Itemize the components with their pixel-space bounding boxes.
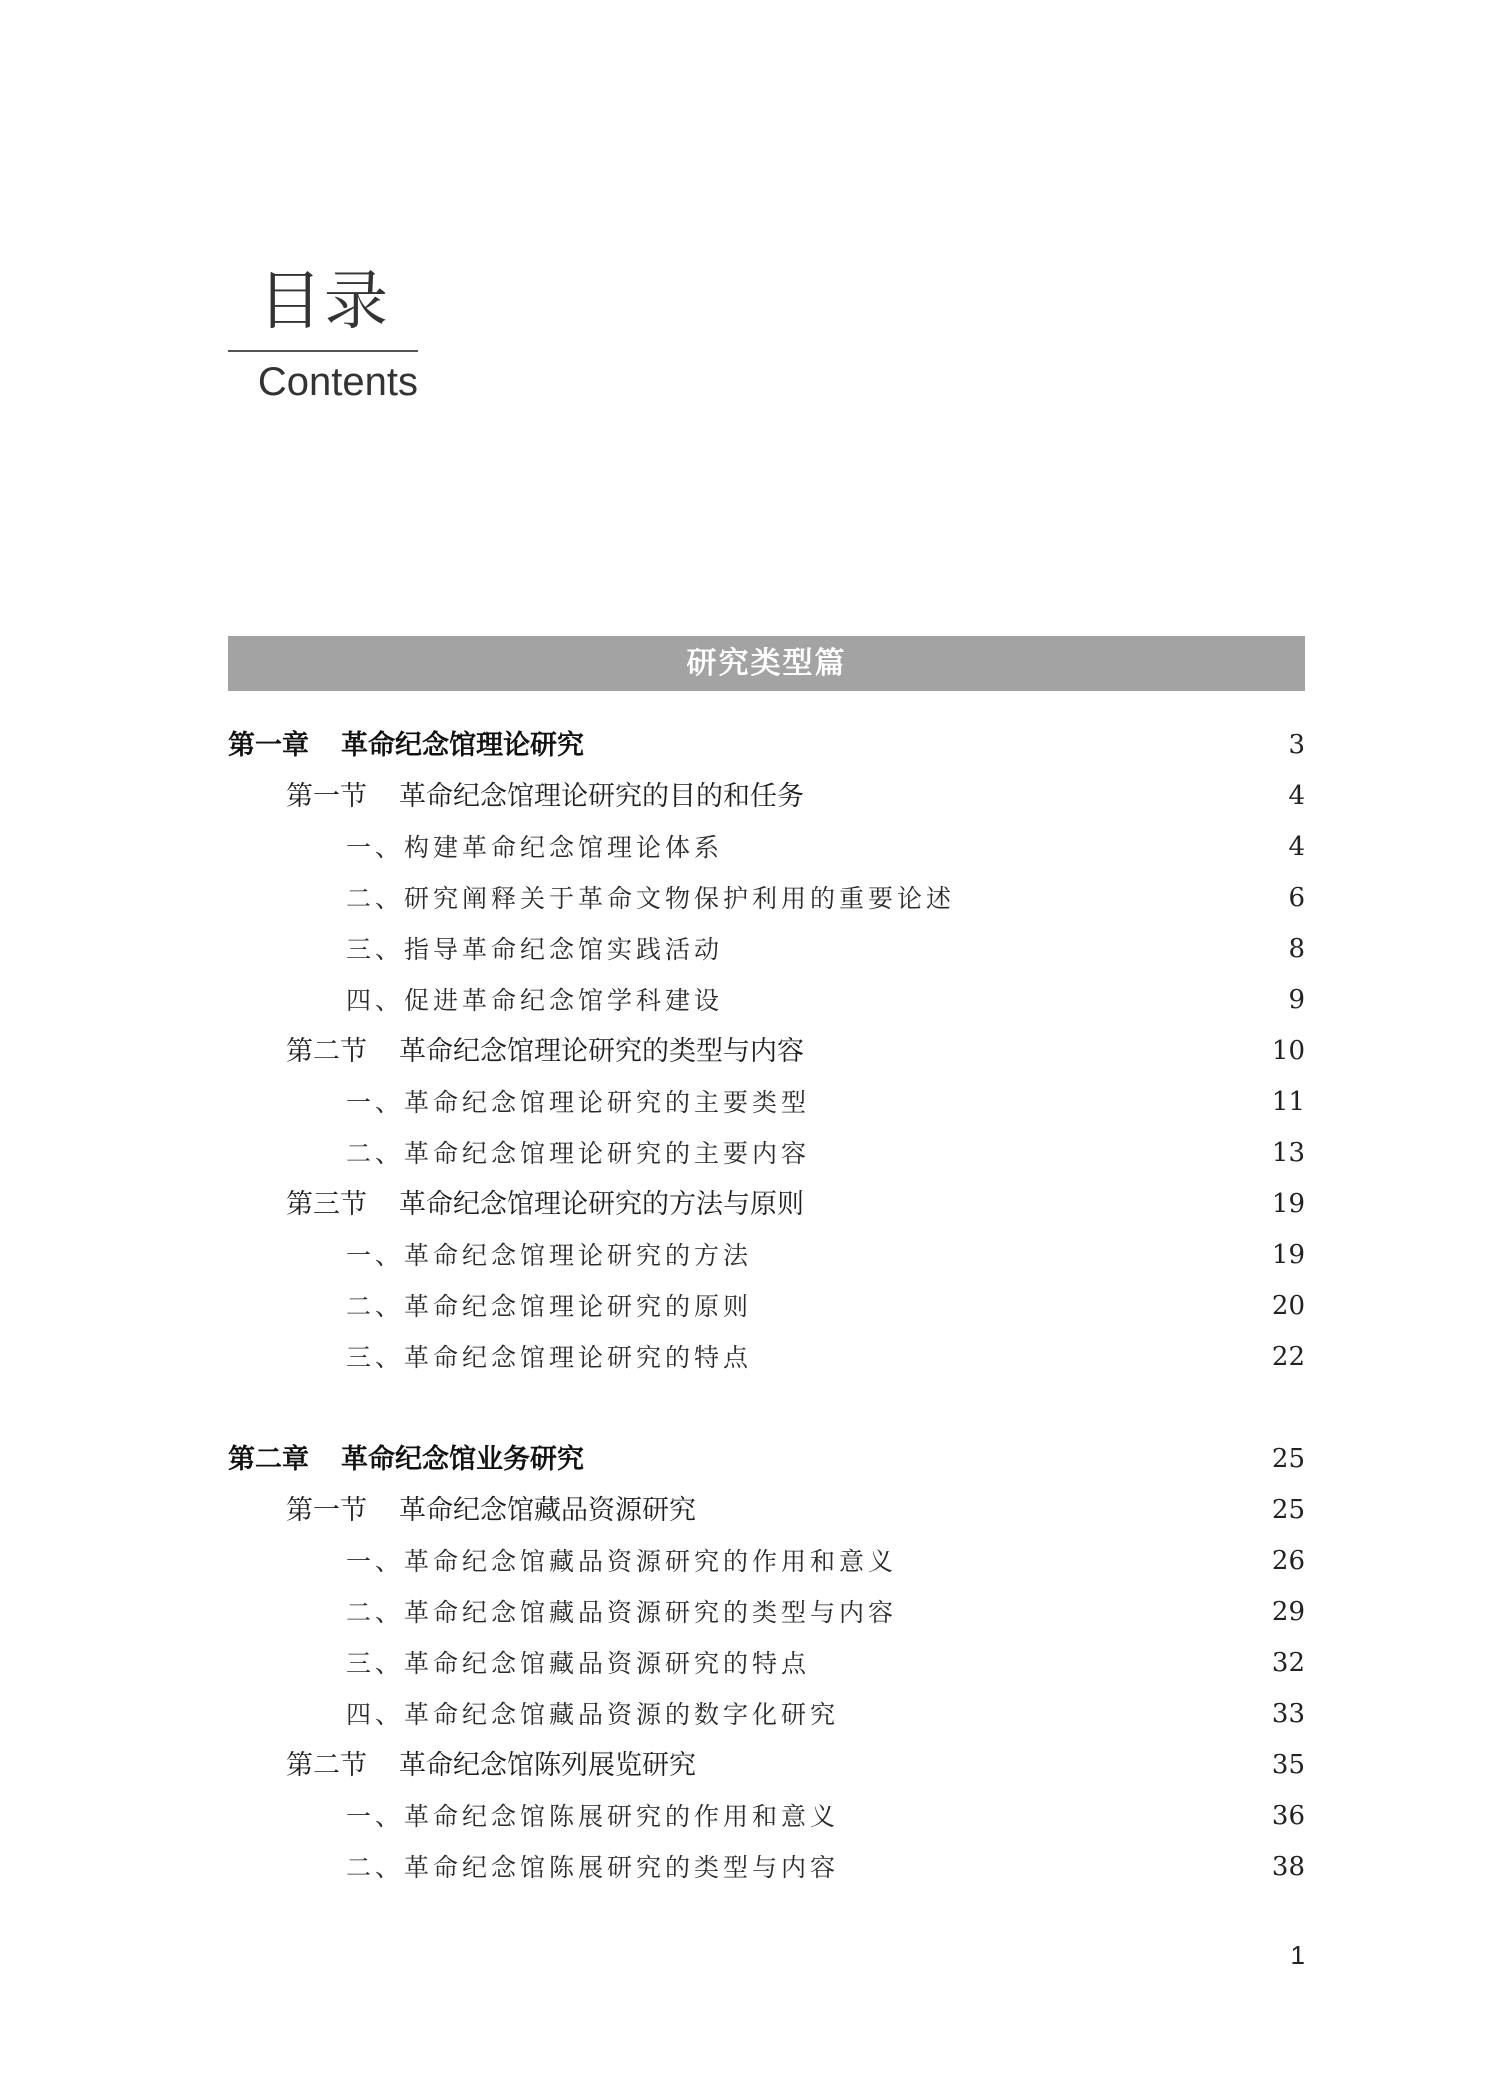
item-page-number: 11 bbox=[1271, 1087, 1305, 1117]
toc-chapter-entry[interactable] bbox=[228, 1434, 1305, 1485]
item-page-number: 13 bbox=[1271, 1138, 1305, 1168]
item-label: 三、革命纪念馆理论研究的特点 bbox=[346, 1343, 753, 1372]
toc-item-entry[interactable] bbox=[228, 1128, 1305, 1179]
chapter-title: 革命纪念馆业务研究 bbox=[341, 1444, 584, 1475]
contents-heading bbox=[228, 262, 418, 410]
item-label: 二、革命纪念馆理论研究的原则 bbox=[346, 1292, 753, 1321]
item-page-number: 6 bbox=[1288, 883, 1305, 913]
toc-item-entry[interactable] bbox=[228, 1281, 1305, 1332]
toc-item-entry[interactable] bbox=[228, 1842, 1305, 1893]
section-label bbox=[286, 1179, 804, 1230]
section-number: 第二节 bbox=[286, 1750, 367, 1781]
toc-item-entry[interactable] bbox=[228, 873, 1305, 924]
page-title-english: Contents bbox=[257, 360, 418, 404]
item-page-number: 8 bbox=[1288, 934, 1305, 964]
item-label: 四、革命纪念馆藏品资源的数字化研究 bbox=[346, 1700, 840, 1729]
toc-item-entry[interactable] bbox=[228, 1536, 1305, 1587]
item-page-number: 36 bbox=[1271, 1801, 1305, 1831]
section-label bbox=[286, 1026, 804, 1077]
page-title-chinese: 目录 bbox=[258, 265, 390, 339]
toc-item-entry[interactable] bbox=[228, 1332, 1305, 1383]
toc-item-entry[interactable] bbox=[228, 1791, 1305, 1842]
section-number: 第一节 bbox=[286, 781, 367, 812]
chapter-number: 第一章 bbox=[228, 730, 309, 761]
section-label bbox=[286, 771, 804, 822]
item-label: 二、革命纪念馆藏品资源研究的类型与内容 bbox=[346, 1598, 898, 1627]
toc-item-entry[interactable] bbox=[228, 1077, 1305, 1128]
chapter-page-number: 3 bbox=[1288, 730, 1305, 760]
item-page-number: 33 bbox=[1271, 1699, 1305, 1729]
section-number: 第二节 bbox=[286, 1036, 367, 1067]
item-label: 四、促进革命纪念馆学科建设 bbox=[346, 986, 724, 1015]
item-label: 二、研究阐释关于革命文物保护利用的重要论述 bbox=[346, 884, 956, 913]
toc-item-entry[interactable] bbox=[228, 822, 1305, 873]
toc-section-entry[interactable] bbox=[228, 771, 1305, 822]
item-page-number: 22 bbox=[1271, 1342, 1305, 1372]
section-title: 革命纪念馆理论研究的方法与原则 bbox=[399, 1189, 804, 1220]
toc-item-entry[interactable] bbox=[228, 1689, 1305, 1740]
item-page-number: 4 bbox=[1288, 832, 1305, 862]
part-banner: 研究类型篇 bbox=[228, 636, 1305, 691]
section-label bbox=[286, 1740, 696, 1791]
item-page-number: 29 bbox=[1271, 1597, 1305, 1627]
chapter-label bbox=[228, 720, 584, 771]
item-label: 一、构建革命纪念馆理论体系 bbox=[346, 833, 724, 862]
page-number: 1 bbox=[1290, 1940, 1305, 1970]
toc-item-entry[interactable] bbox=[228, 1230, 1305, 1281]
toc-item-entry[interactable] bbox=[228, 1638, 1305, 1689]
chapter-page-number: 25 bbox=[1271, 1444, 1305, 1474]
section-page-number: 10 bbox=[1271, 1036, 1305, 1066]
item-page-number: 9 bbox=[1288, 985, 1305, 1015]
item-page-number: 38 bbox=[1271, 1852, 1305, 1882]
chapter-group bbox=[228, 1434, 1305, 1893]
toc-item-entry[interactable] bbox=[228, 975, 1305, 1026]
item-page-number: 20 bbox=[1271, 1291, 1305, 1321]
section-page-number: 19 bbox=[1271, 1189, 1305, 1219]
section-page-number: 4 bbox=[1288, 781, 1305, 811]
section-page-number: 35 bbox=[1271, 1750, 1305, 1780]
item-label: 一、革命纪念馆藏品资源研究的作用和意义 bbox=[346, 1547, 898, 1576]
toc-section-entry[interactable] bbox=[228, 1179, 1305, 1230]
item-label: 三、指导革命纪念馆实践活动 bbox=[346, 935, 724, 964]
title-divider bbox=[228, 350, 418, 352]
toc-section-entry[interactable] bbox=[228, 1740, 1305, 1791]
chapter-group bbox=[228, 720, 1305, 1383]
section-title: 革命纪念馆陈列展览研究 bbox=[399, 1750, 696, 1781]
item-page-number: 26 bbox=[1271, 1546, 1305, 1576]
item-label: 一、革命纪念馆理论研究的方法 bbox=[346, 1241, 753, 1270]
toc-item-entry[interactable] bbox=[228, 924, 1305, 975]
chapter-label bbox=[228, 1434, 584, 1485]
toc-section-entry[interactable] bbox=[228, 1485, 1305, 1536]
chapter-number: 第二章 bbox=[228, 1444, 309, 1475]
item-label: 一、革命纪念馆陈展研究的作用和意义 bbox=[346, 1802, 840, 1831]
section-title: 革命纪念馆理论研究的目的和任务 bbox=[399, 781, 804, 812]
table-of-contents bbox=[228, 720, 1305, 1893]
toc-chapter-entry[interactable] bbox=[228, 720, 1305, 771]
section-page-number: 25 bbox=[1271, 1495, 1305, 1525]
section-number: 第一节 bbox=[286, 1495, 367, 1526]
item-label: 一、革命纪念馆理论研究的主要类型 bbox=[346, 1088, 811, 1117]
section-title: 革命纪念馆藏品资源研究 bbox=[399, 1495, 696, 1526]
toc-item-entry[interactable] bbox=[228, 1587, 1305, 1638]
section-label bbox=[286, 1485, 696, 1536]
chapter-title: 革命纪念馆理论研究 bbox=[341, 730, 584, 761]
section-title: 革命纪念馆理论研究的类型与内容 bbox=[399, 1036, 804, 1067]
item-page-number: 32 bbox=[1271, 1648, 1305, 1678]
item-label: 二、革命纪念馆陈展研究的类型与内容 bbox=[346, 1853, 840, 1882]
toc-section-entry[interactable] bbox=[228, 1026, 1305, 1077]
item-page-number: 19 bbox=[1271, 1240, 1305, 1270]
item-label: 三、革命纪念馆藏品资源研究的特点 bbox=[346, 1649, 811, 1678]
item-label: 二、革命纪念馆理论研究的主要内容 bbox=[346, 1139, 811, 1168]
section-number: 第三节 bbox=[286, 1189, 367, 1220]
